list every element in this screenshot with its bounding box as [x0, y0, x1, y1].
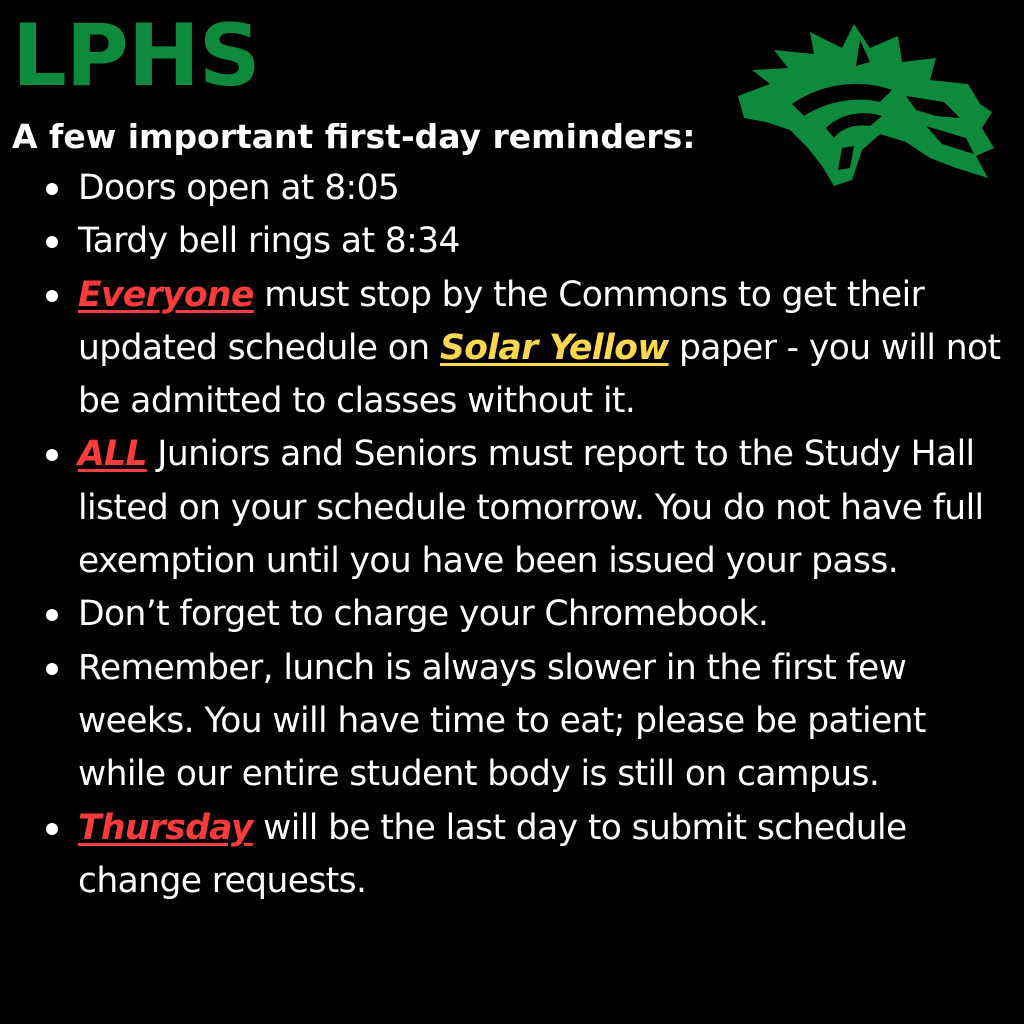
- bullet-icon: [46, 290, 58, 302]
- bullet-icon: [46, 823, 58, 835]
- reminder-text: Don’t forget to charge your Chromebook.: [78, 594, 769, 635]
- reminder-item-study-hall: [42, 428, 1002, 588]
- bullet-icon: [46, 183, 58, 195]
- reminder-list: [42, 162, 1002, 908]
- bullet-icon: [46, 663, 58, 675]
- reminder-item-tardy: [42, 215, 1002, 268]
- reminder-text: Doors open at 8:05: [78, 168, 400, 208]
- reminder-item-lunch: [42, 642, 1002, 802]
- bullet-icon: [46, 449, 58, 461]
- school-name: LPHS: [12, 6, 260, 106]
- reminder-item-schedule: [42, 269, 1002, 429]
- bullet-icon: [46, 609, 58, 621]
- reminder-text: Tardy bell rings at 8:34: [78, 221, 460, 262]
- reminder-item-schedule-change: [42, 802, 1002, 909]
- highlight-thursday: Thursday: [78, 807, 253, 848]
- highlight-everyone: Everyone: [78, 274, 254, 315]
- highlight-all: ALL: [78, 434, 147, 475]
- reminder-text: Remember, lunch is always slower in the first few weeks. You will have time to eat; please be patient while our entire student body is still on campus.: [78, 647, 926, 795]
- reminder-text: must stop by the Commons to get their updated schedule on: [78, 274, 925, 368]
- bullet-icon: [46, 236, 58, 248]
- reminder-text: paper - you will not be admitted to classes without it.: [78, 327, 1001, 422]
- reminder-item-doors: [42, 162, 1002, 215]
- reminders-heading: A few important first-day reminders:: [12, 117, 696, 156]
- reminder-text: Juniors and Seniors must report to the Study Hall listed on your schedule tomorrow. You do not have full exemption until you have been issued your pass.: [78, 434, 984, 582]
- reminder-item-chromebook: [42, 588, 1002, 641]
- highlight-solar-yellow: Solar Yellow: [439, 327, 669, 368]
- reminder-text: will be the last day to submit schedule change requests.: [78, 807, 907, 901]
